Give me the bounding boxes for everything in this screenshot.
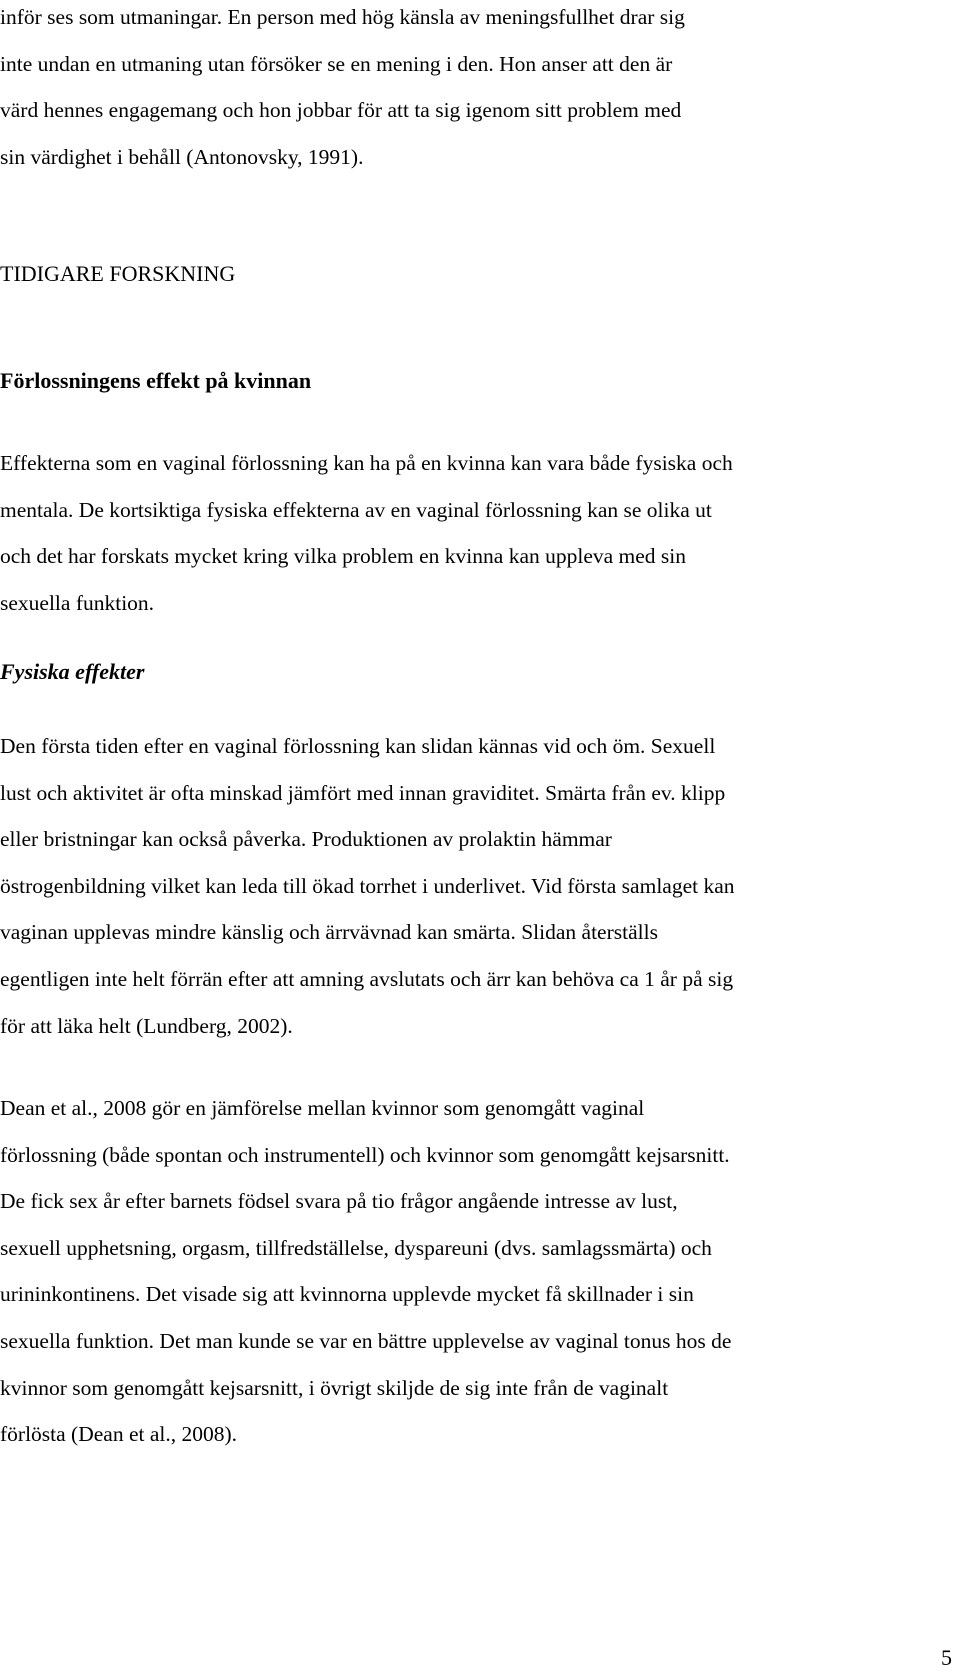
text-line: sexuella funktion. Det man kunde se var en bättre upplevelse av vaginal tonus hos de bbox=[0, 1328, 732, 1353]
text-line: för att läka helt (Lundberg, 2002). bbox=[0, 1013, 293, 1038]
text-line: förlossning (både spontan och instrumentell) och kvinnor som genomgått kejsarsnitt. bbox=[0, 1142, 730, 1167]
text-line: De fick sex år efter barnets födsel svara på tio frågor angående intresse av lust, bbox=[0, 1189, 678, 1214]
text-line: mentala. De kortsiktiga fysiska effekterna av en vaginal förlossning kan se olika ut bbox=[0, 497, 712, 522]
paragraph-fysiska-effekter bbox=[0, 723, 955, 1049]
paragraph-effekterna bbox=[0, 440, 955, 626]
text-line: förlösta (Dean et al., 2008). bbox=[0, 1422, 238, 1447]
text-line: Den första tiden efter en vaginal förlossning kan slidan kännas vid och öm. Sexuell bbox=[0, 734, 716, 758]
text-line: värd hennes engagemang och hon jobbar för att ta sig igenom sitt problem med bbox=[0, 98, 682, 123]
text-line: sin värdighet i behåll (Antonovsky, 1991). bbox=[0, 144, 364, 169]
text-line: egentligen inte helt förrän efter att amning avslutats och ärr kan behöva ca 1 år på sig bbox=[0, 966, 734, 991]
text-line: sexuell upphetsning, orgasm, tillfredställelse, dyspareuni (dvs. samlagssmärta) och bbox=[0, 1235, 712, 1260]
text-line: urininkontinens. Det visade sig att kvinnorna upplevde mycket få skillnader i sin bbox=[0, 1282, 694, 1307]
text-line: Effekterna som en vaginal förlossning kan ha på en kvinna kan vara både fysiska och bbox=[0, 451, 733, 475]
text-line: eller bristningar kan också påverka. Produktionen av prolaktin hämmar bbox=[0, 827, 612, 852]
text-line: Dean et al., 2008 gör en jämförelse mellan kvinnor som genomgått vaginal bbox=[0, 1096, 645, 1120]
text-line: sexuella funktion. bbox=[0, 590, 155, 615]
text-line: inför ses som utmaningar. En person med hög känsla av meningsfullhet drar sig bbox=[0, 5, 685, 29]
text-line: vaginan upplevas mindre känslig och ärrvävnad kan smärta. Slidan återställs bbox=[0, 920, 658, 945]
intro-paragraph bbox=[0, 0, 955, 180]
section-heading: TIDIGARE FORSKNING bbox=[0, 261, 236, 286]
page-number: 5 bbox=[941, 1645, 952, 1670]
text-line: lust och aktivitet är ofta minskad jämfört med innan graviditet. Smärta från ev. klipp bbox=[0, 780, 726, 805]
subheading-forlossningens-effekt: Förlossningens effekt på kvinnan bbox=[0, 368, 312, 393]
paragraph-dean-et-al bbox=[0, 1085, 955, 1458]
text-line: östrogenbildning vilket kan leda till ökad torrhet i underlivet. Vid första samlaget kan bbox=[0, 873, 735, 898]
text-line: och det har forskats mycket kring vilka problem en kvinna kan uppleva med sin bbox=[0, 544, 687, 569]
subheading-fysiska-effekter: Fysiska effekter bbox=[0, 659, 145, 684]
text-line: kvinnor som genomgått kejsarsnitt, i övrigt skiljde de sig inte från de vaginalt bbox=[0, 1375, 669, 1400]
text-line: inte undan en utmaning utan försöker se en mening i den. Hon anser att den är bbox=[0, 51, 673, 76]
